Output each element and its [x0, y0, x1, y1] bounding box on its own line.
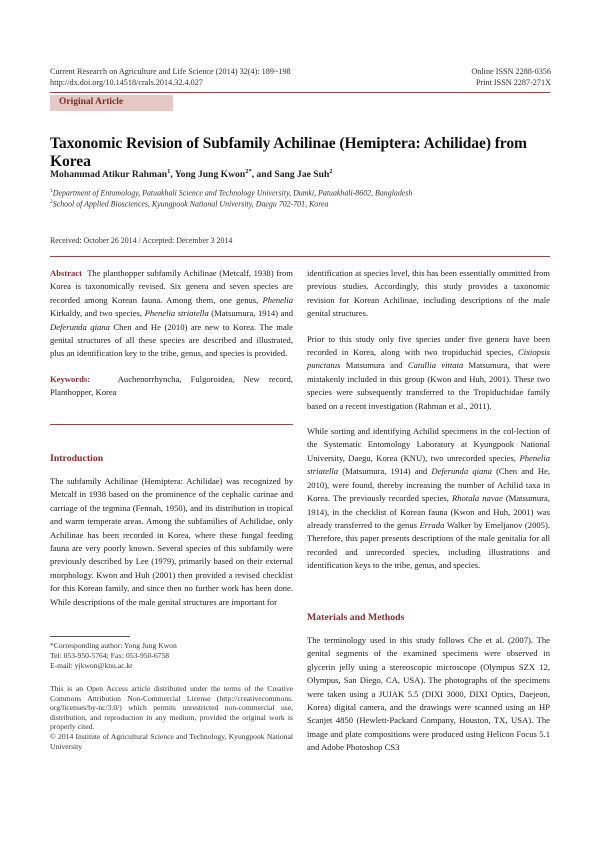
right-paragraph-2: Prior to this study only five species under five genera have been recorded in Korea, along with two tropiduchid species, Cixiopsis punctatus Matsumura and Catullia vittata Matsumura, that were mistakenly included in this group (Kwon and Huh, 2001). These two species were subsequently transferred to the Tropiduchidae family based on a recent investigation (Rahman et al., 2011).: [307, 333, 550, 411]
methods-body: [307, 634, 550, 767]
issn-print: Print ISSN 2287-271X: [475, 78, 551, 87]
introduction-body: [50, 475, 293, 621]
issn-block: [471, 66, 551, 88]
species-name: Cixiopsis punctatus: [307, 347, 550, 371]
correspondence-footnote: *Corresponding author: Yong Jung Kwon Tel: 053-950-5764; Fax: 053-950-6758 E-mail: yjkwon@knu.ac.kr: [50, 641, 293, 671]
author-list: Mohammad Atikur Rahman$^1$, Yong Jung Kwon$^{2*}$, and Sang Jae Suh$^2$: [50, 168, 333, 181]
methods-paragraph: The terminology used in this study follows Che et al. (2007). The genital segments of the examined specimens were observed in glycerin jelly using a stereoscopic microscope (Olympus SZX 12, Olympus, San Diego, CA, USA). The photographs of the specimens were taken using a JUJAK 5.5 (DIXI 3000, DIXI Optics, Daejeon, Korea) digital camera, and the drawings were scanned using an HP Scanjet 4850 (Hewlett-Packard Company, Houston, TX, USA). The image and plate compositions were produced using Helicon Focus 5.1 and Adobe Photoshop CS3: [307, 635, 550, 753]
right-paragraph-1: identification at species level, this has been essentially ommitted from previous studies. Accordingly, this study provides a taxonomic revision for Korean Achilinae, including descriptions of the male genital structures.: [307, 268, 550, 319]
keywords-rule: [50, 424, 293, 425]
author-1: Mohammad Atikur Rahman: [50, 169, 168, 181]
species-name: Deferunda qiana: [431, 466, 492, 477]
author-2-affil: 2: [245, 168, 249, 175]
corresponding-mark: *: [248, 168, 252, 175]
keywords-paragraph: [50, 373, 293, 400]
introduction-heading: Introduction: [50, 453, 104, 464]
license-note: This is an Open Access article distributed under the terms of the Creative Commons Attribution Non-Commercial License (http://creativecommons. org/licenses/by-nc/3.0/) which permits unrestricted non-commercial use, distribution, and reproduction in any medium, provided the original work is properly cited. © 2014 Institute of Agricultural Science and Technology, Kyungpook National University: [50, 684, 293, 751]
article-type-label: Original Article: [59, 97, 124, 107]
footnote-rule: [50, 636, 130, 637]
article-type-badge: [50, 95, 173, 111]
affiliation-2-text: School of Applied Biosciences, Kyungpook National University, Daegu 702-701, Korea: [52, 199, 329, 209]
affiliation-1-text: Department of Entomology, Patuakhali Science and Technology University, Dumki, Patuakhali-8602, Bangladesh: [52, 188, 413, 198]
email-link[interactable]: E-mail: yjkwon@knu.ac.kr: [50, 661, 133, 670]
affiliation-1-num: 1: [50, 188, 53, 194]
journal-citation: [50, 66, 291, 88]
species-name: Catullia vittata: [407, 360, 464, 371]
issn-online: Online ISSN 2288-0356: [471, 67, 551, 76]
genus-name: Phenelia: [262, 294, 293, 305]
journal-name: Current Research on Agriculture and Life Science (2014) 32(4): 189~198: [50, 67, 291, 76]
keywords-label: Keywords:: [50, 373, 91, 384]
right-paragraph-3: While sorting and identifying Achilid specimens in the col-lection of the Systematic Entomology Laboratory at Kyungpook National University, Daegu, Korea (KNU), two unrecorded species, Phenelia striatella (Matsumura, 1914) and Deferunda qiana (Chen and He, 2010), were found, thereby increasing the number of Achilid taxa in Korea. The previously recorded species, Rhotala navae (Matsumura, 1914), in the checklist of Korean fauna (Kwon and Huh, 2001) was already transferred to the genus Errada Walker by Emeljanov (2005). Therefore, this paper presents descriptions of the male genitalia for all recorded and unrecorded species, including illustrations and identification keys to the tribe, genus, and species.: [307, 426, 550, 571]
keywords-text: Auchenorrhyncha, Fulgoroidea, New record, Planthopper, Korea: [50, 373, 293, 398]
abstract-rule: [50, 256, 550, 257]
genus-name: Errada: [419, 519, 445, 530]
abstract-label: Abstract: [50, 268, 82, 278]
species-name: Phenelia striatella: [144, 308, 209, 319]
doi-link[interactable]: http://dx.doi.org/10.14518/crals.2014.32.4.027: [50, 78, 203, 87]
methods-heading: Materials and Methods: [307, 612, 405, 623]
author-1-affil: 1: [167, 168, 171, 175]
introduction-paragraph: The subfamily Achilinae (Hemiptera: Achilidae) was recognized by Metcalf in 1938 based on the prominence of the cephalic carinae and carriage of the tegmina (Fennah, 1950), and its distribution in tropical and warm temperate areas. Among the subfamilies of Achilidae, only Achilinae has been recorded in Korea, where these fungal feeding fauna are very poorly known. Several species of this subfamily were previously described by Lee (1979), primarily based on their external morphology. Kwon and Huh (2001) then provided a revised checklist for this Korean family, and since then no further work has been done. While descriptions of the male genital structures are important for: [50, 476, 293, 607]
author-2: Yong Jung Kwon: [174, 169, 246, 181]
affiliation-2: [50, 197, 328, 210]
header-rule: [50, 92, 550, 93]
abstract-paragraph: Abstract The planthopper subfamily Achilinae (Metcalf, 1938) from Korea is taxonomically revised. Six genera and seven species are recorded among Korean fauna. Among them, one genus, Phenelia Kirkaldy, and two species, Phenelia striatella (Matsumura, 1914) and Deferunda qiana Chen and He (2010) are new to Korea. The male genital structures of all these species are described and illustrated, plus an identification key to the tribe, genus, and species is provided.: [50, 268, 294, 359]
author-3-affil: 2: [329, 168, 333, 175]
affiliation-2-num: 2: [50, 199, 53, 205]
right-column: [307, 267, 550, 585]
received-accepted-dates: Received: October 26 2014 / Accepted: December 3 2014: [50, 236, 233, 245]
left-column: [50, 267, 293, 412]
species-name: Rhotala navae: [451, 493, 503, 504]
article-title: Taxonomic Revision of Subfamily Achilinae (Hemiptera: Achilidae) from Korea: [50, 135, 527, 170]
species-name: Phenelia striatella: [307, 452, 550, 477]
author-3: and Sang Jae Suh: [256, 169, 330, 181]
species-name: Deferunda qiana: [50, 321, 110, 332]
